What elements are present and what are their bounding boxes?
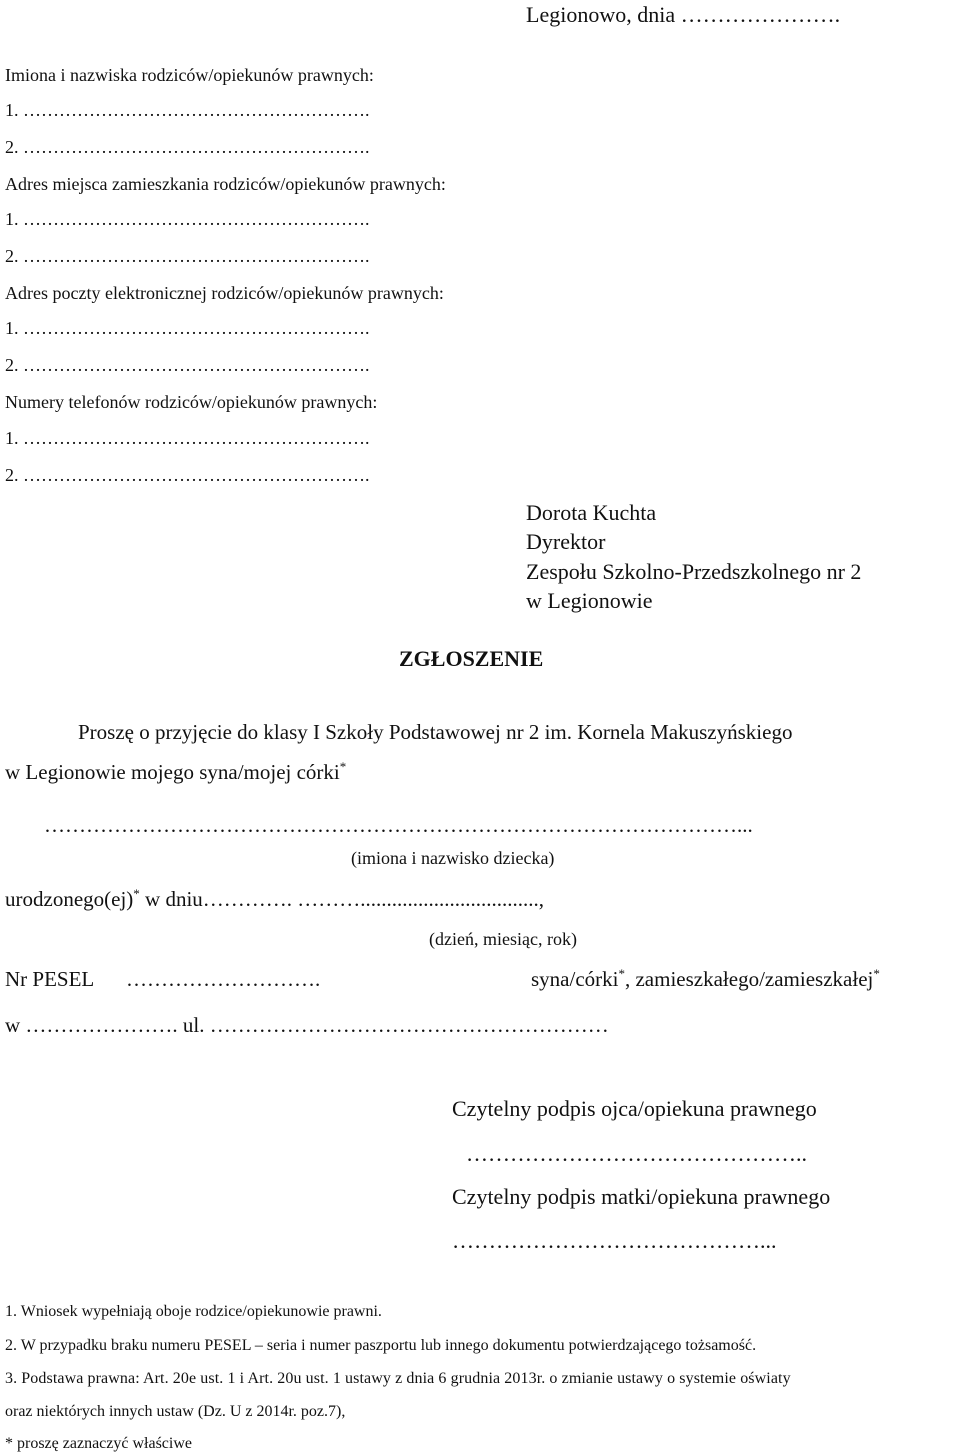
father-signature-label: Czytelny podpis ojca/opiekuna prawnego [452, 1096, 817, 1121]
request-line-1: Proszę o przyjęcie do klasy I Szkoły Podstawowej nr 2 im. Kornela Makuszyńskiego [78, 720, 793, 744]
address-field-2[interactable]: 2. …………………………………………………. [5, 246, 370, 266]
email-field-1[interactable]: 1. …………………………………………………. [5, 318, 370, 338]
footnote-3-line-1: 3. Podstawa prawna: Art. 20e ust. 1 i Art. 20u ust. 1 ustawy z dnia 6 grudnia 2013r. o zmianie ustawy o systemie oświaty [5, 1370, 791, 1387]
request-line-2-text: w Legionowie mojego syna/mojej córki [5, 760, 340, 784]
birth-date-caption: (dzień, miesiąc, rok) [429, 929, 577, 949]
phone-label: Numery telefonów rodziców/opiekunów prawnych: [5, 392, 378, 412]
city-field[interactable]: …………………. [25, 1013, 178, 1037]
footnote-2: 2. W przypadku braku numeru PESEL – seria i numer paszportu lub innego dokumentu potwierdzającego tożsamość. [5, 1337, 757, 1354]
pesel-label: Nr PESEL [5, 967, 95, 991]
birth-line [5, 886, 544, 912]
child-name-field[interactable]: ………………………………………………………………………………………... [44, 813, 753, 837]
address-line [5, 1012, 609, 1038]
birth-date-field[interactable]: …………. ……….................................., [202, 887, 545, 911]
address-field-1[interactable]: 1. …………………………………………………. [5, 209, 370, 229]
place-date-field[interactable]: Legionowo, dnia …………………. [526, 2, 841, 27]
parent-name-field-1[interactable]: 1. …………………………………………………. [5, 100, 370, 120]
email-label: Adres poczty elektronicznej rodziców/opiekunów prawnych: [5, 283, 444, 303]
street-field[interactable]: ………………………………………………… [209, 1013, 609, 1037]
footnote-star: * [133, 886, 140, 901]
footnote-1: 1. Wniosek wypełniają oboje rodzice/opiekunowie prawni. [5, 1303, 382, 1320]
recipient-position: Dyrektor [526, 529, 606, 554]
phone-field-1[interactable]: 1. …………………………………………………. [5, 428, 370, 448]
recipient-city: w Legionowie [526, 588, 653, 613]
birth-prefix: urodzonego(ej) [5, 887, 134, 911]
footnote-star: * [339, 759, 347, 774]
request-line-2 [5, 759, 346, 785]
footnote-star: * [618, 966, 625, 981]
form-title: ZGŁOSZENIE [399, 646, 544, 671]
parents-names-label: Imiona i nazwiska rodziców/opiekunów prawnych: [5, 65, 374, 85]
email-field-2[interactable]: 2. …………………………………………………. [5, 355, 370, 375]
address-prefix: w [5, 1013, 21, 1037]
birth-mid: w dniu [145, 887, 203, 911]
pesel-suffix-1: syna/córki [531, 967, 619, 991]
street-label: ul. [182, 1013, 205, 1037]
pesel-field[interactable]: ………………………. [126, 967, 321, 991]
recipient-name: Dorota Kuchta [526, 500, 657, 525]
address-label: Adres miejsca zamieszkania rodziców/opiekunów prawnych: [5, 174, 446, 194]
mother-signature-label: Czytelny podpis matki/opiekuna prawnego [452, 1184, 831, 1209]
pesel-suffix [531, 966, 880, 992]
mother-signature-field[interactable]: ……………………………………... [452, 1228, 777, 1253]
phone-field-2[interactable]: 2. …………………………………………………. [5, 465, 370, 485]
star-footnote: * proszę zaznaczyć właściwe [5, 1435, 192, 1452]
footnote-star: * [873, 966, 880, 981]
pesel-suffix-2: , zamieszkałego/zamieszkałej [624, 967, 874, 991]
parent-name-field-2[interactable]: 2. …………………………………………………. [5, 137, 370, 157]
child-name-caption: (imiona i nazwisko dziecka) [351, 848, 555, 868]
recipient-school: Zespołu Szkolno-Przedszkolnego nr 2 [526, 559, 862, 584]
father-signature-field[interactable]: ……………………………………….. [466, 1141, 807, 1166]
footnote-3-line-2: oraz niektórych innych ustaw (Dz. U z 2014r. poz.7), [5, 1403, 346, 1420]
